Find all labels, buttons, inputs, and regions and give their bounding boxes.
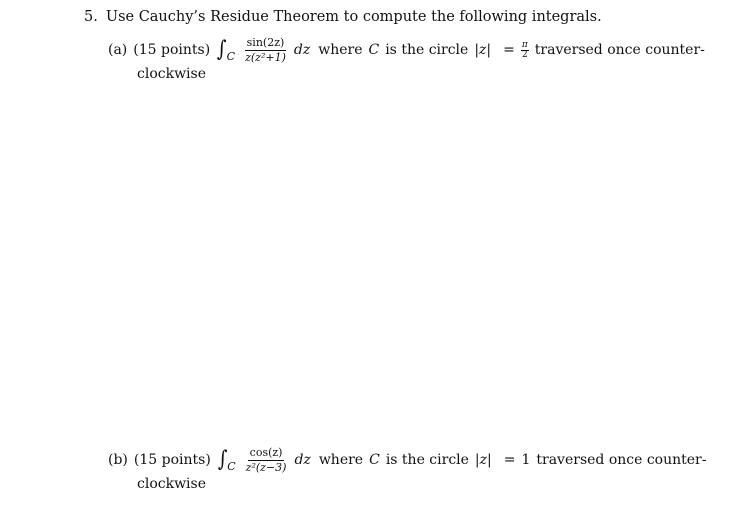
part-a <box>108 36 705 82</box>
abs-z <box>475 452 492 468</box>
part-b-statement <box>108 446 706 474</box>
radius-numerator: π <box>521 39 528 50</box>
direction-text: traversed once counter- <box>536 452 707 468</box>
radius-value: 1 <box>521 452 531 468</box>
problem-instruction: Use Cauchy’s Residue Theorem to compute the following integrals. <box>105 9 602 25</box>
radius-denominator: 2 <box>521 49 528 60</box>
part-a-integrand <box>243 37 288 63</box>
abs-z-text: |z| <box>474 452 492 468</box>
part-a-label: (a) <box>108 42 128 58</box>
problem-number: 5. <box>84 9 98 25</box>
part-a-points: (15 points) <box>133 42 211 58</box>
circle-text: is the circle <box>385 452 469 468</box>
part-b-points: (15 points) <box>133 452 211 468</box>
contour-variable: C <box>369 452 380 468</box>
part-a-integral <box>216 39 235 61</box>
contour-variable: C <box>368 42 380 58</box>
contour-subscript: C <box>226 50 236 63</box>
integrand-denominator: z(z²+1) <box>245 50 286 64</box>
integrand-denominator: z²(z−3) <box>245 460 287 474</box>
integral-sign: ∫ <box>217 37 227 62</box>
where-text: where <box>318 452 364 468</box>
differential: dz <box>294 452 311 468</box>
part-a-statement <box>108 36 705 64</box>
differential: dz <box>293 42 311 58</box>
part-b-continuation: clockwise <box>137 476 207 492</box>
problem-header <box>84 9 602 25</box>
where-text: where <box>318 42 363 58</box>
abs-z-text: |z| <box>474 42 492 58</box>
part-b-integrand <box>244 447 289 473</box>
contour-subscript: C <box>227 460 236 473</box>
equals-sign: = <box>503 452 516 468</box>
integrand-numerator: cos(z) <box>249 445 283 459</box>
circle-text: is the circle <box>385 42 469 58</box>
part-b <box>108 446 706 492</box>
radius-fraction <box>521 41 529 60</box>
direction-text: traversed once counter- <box>534 42 705 58</box>
part-b-integral <box>217 449 236 471</box>
integral-sign: ∫ <box>217 447 228 472</box>
abs-z <box>474 42 491 58</box>
part-b-label: (b) <box>108 452 128 468</box>
part-a-continuation: clockwise <box>137 66 207 82</box>
integrand-numerator: sin(2z) <box>246 35 285 49</box>
equals-sign: = <box>503 42 515 58</box>
